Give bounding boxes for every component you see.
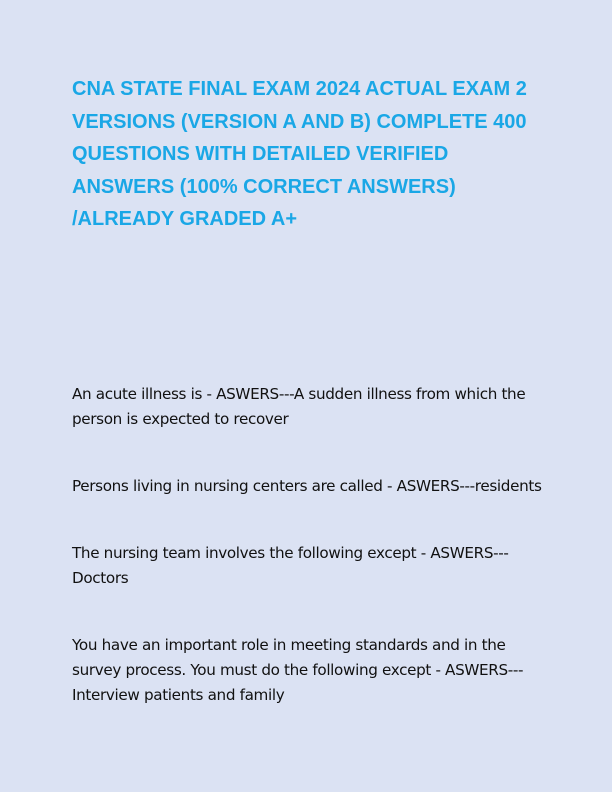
qa-item: You have an important role in meeting standards and in the survey process. You must do the following except - ASWERS---Interview patients and family [72, 636, 524, 704]
document-title: CNA STATE FINAL EXAM 2024 ACTUAL EXAM 2 VERSIONS (VERSION A AND B) COMPLETE 400 QUESTIONS WITH DETAILED VERIFIED ANSWERS (100% CORRECT ANSWERS) /ALREADY GRADED A+ [72, 78, 527, 231]
qa-item: The nursing team involves the following except - ASWERS---Doctors [72, 544, 509, 587]
qa-list [72, 382, 552, 750]
qa-item: Persons living in nursing centers are called - ASWERS---residents [72, 477, 542, 495]
qa-item: An acute illness is - ASWERS---A sudden illness from which the person is expected to recover [72, 385, 526, 428]
